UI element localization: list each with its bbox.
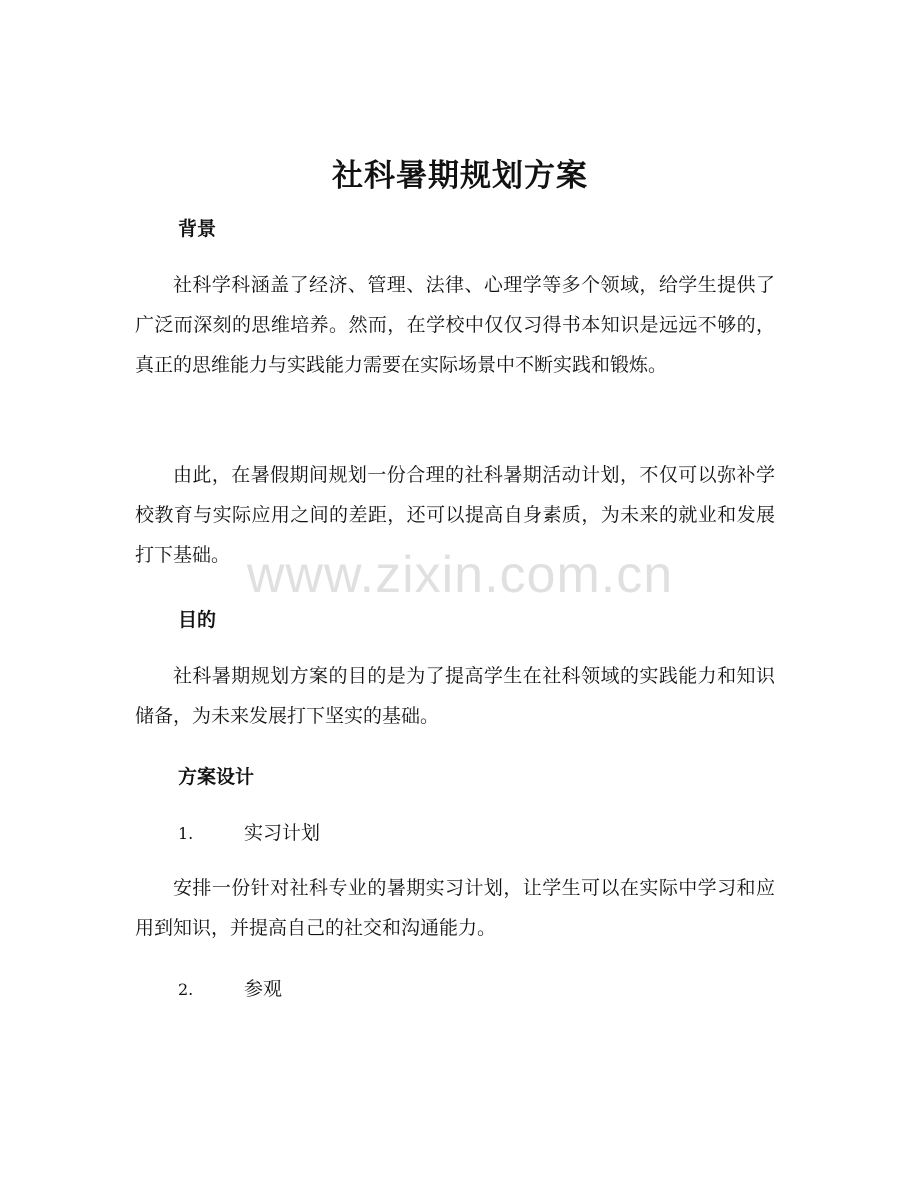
- list-item-internship: [178, 818, 320, 849]
- section-heading-background: 背景: [178, 218, 217, 240]
- list-number: 2.: [178, 980, 194, 999]
- purpose-paragraph: 社科暑期规划方案的目的是为了提高学生在社科领域的实践能力和知识储备，为未来发展打下坚实的基础。: [135, 665, 775, 727]
- list-item-label: 参观: [244, 978, 283, 1000]
- background-paragraph-2: 由此，在暑假期间规划一份合理的社科暑期活动计划，不仅可以弥补学校教育与实际应用之间的差距，还可以提高自身素质，为未来的就业和发展打下基础。: [135, 464, 775, 566]
- page-title: 社科暑期规划方案: [332, 158, 588, 194]
- list-number: 1.: [178, 824, 194, 843]
- list-item-label: 实习计划: [244, 822, 321, 844]
- internship-description: 安排一份针对社科专业的暑期实习计划，让学生可以在实际中学习和应用到知识，并提高自己的社交和沟通能力。: [135, 877, 775, 939]
- background-paragraph-1: 社科学科涵盖了经济、管理、法律、心理学等多个领域，给学生提供了广泛而深刻的思维培养。然而，在学校中仅仅习得书本知识是远远不够的，真正的思维能力与实践能力需要在实际场景中不断实践和锻炼。: [135, 274, 775, 376]
- watermark: www.zixin.com.cn: [246, 546, 674, 604]
- section-heading-design: 方案设计: [178, 766, 255, 788]
- list-item-visit: [178, 974, 282, 1005]
- section-heading-purpose: 目的: [178, 609, 217, 631]
